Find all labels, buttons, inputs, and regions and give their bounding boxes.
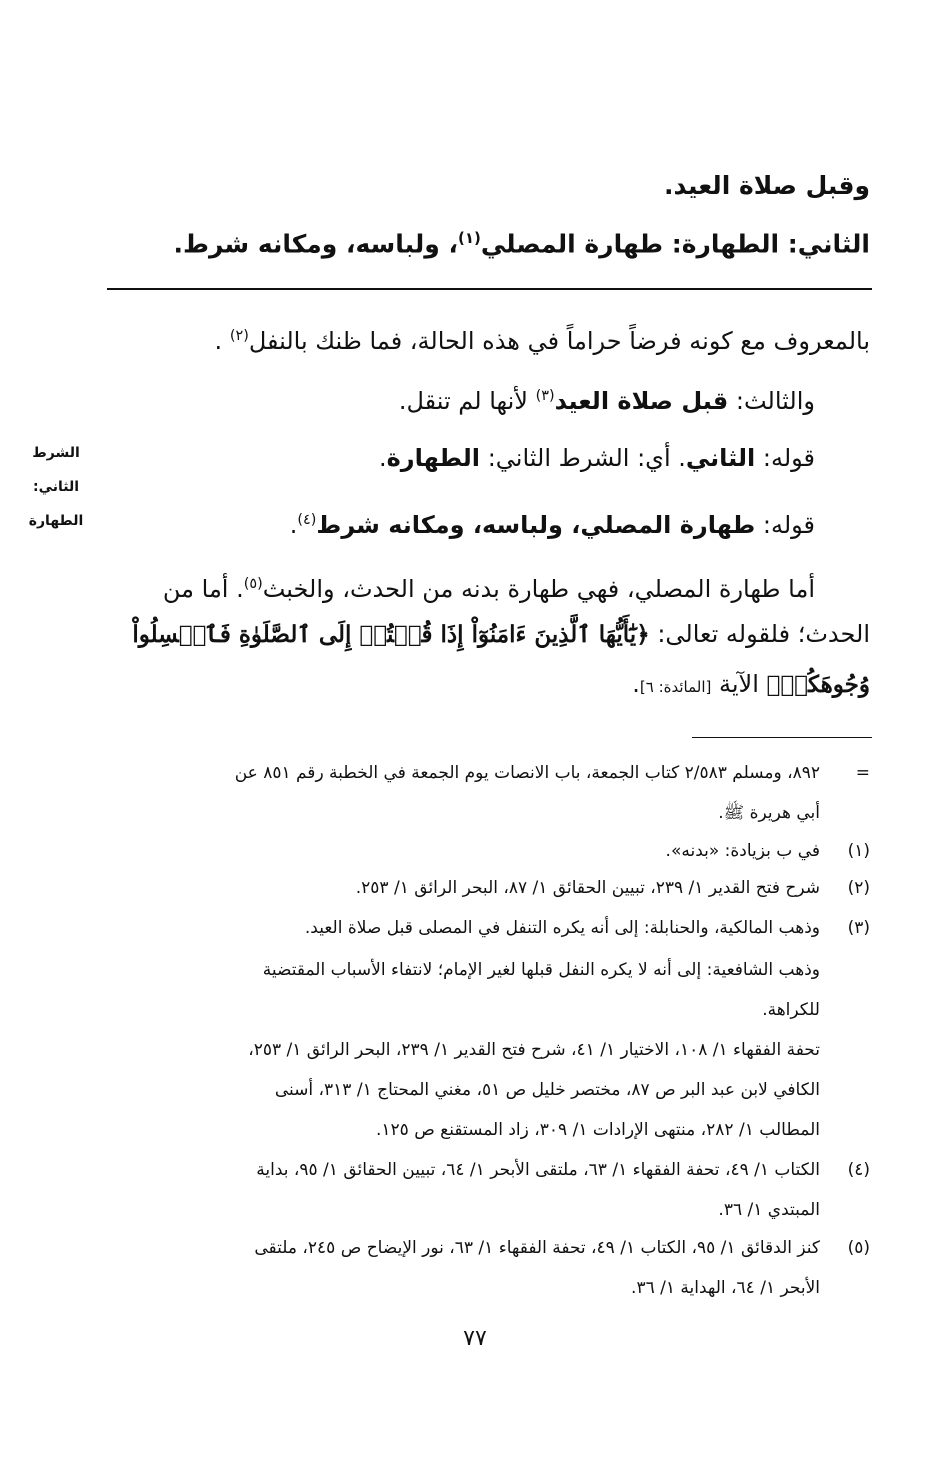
commentary-para-2 — [399, 378, 815, 419]
commentary-para-3-lead: قوله: — [762, 444, 815, 472]
commentary-para-1-text: بالمعروف مع كونه فرضاً حراماً في هذه الحالة، فما ظنك بالنفل — [248, 327, 870, 355]
header-line-2-part-b: ، ولباسه، ومكانه شرط. — [173, 229, 458, 259]
footnote-3-line-5: الكافي لابن عبد البر ص ٨٧، مختصر خليل ص ٥١، مغني المحتاج ١/ ٣١٣، أسنى — [274, 1080, 820, 1100]
commentary-para-5-line-3 — [632, 666, 870, 705]
commentary-para-3 — [379, 440, 815, 476]
margin-note-line-3: الطهارة — [28, 513, 84, 529]
commentary-para-5-text-2: الحدث؛ فلقوله تعالى: — [657, 620, 870, 648]
footnote-3-line-3: للكراهة. — [762, 1000, 820, 1020]
footnote-4-line-1: الكتاب ١/ ٤٩، تحفة الفقهاء ١/ ٦٣، ملتقى الأبحر ١/ ٦٤، تبيين الحقائق ١/ ٩٥، بداية — [256, 1160, 820, 1180]
margin-note — [20, 436, 92, 538]
commentary-para-1-end: . — [214, 327, 223, 355]
commentary-para-5-end: . — [632, 670, 640, 698]
margin-note-line-2: الثاني: — [32, 479, 80, 495]
commentary-para-5-text-1: أما طهارة المصلي، فهي طهارة بدنه من الحدث، والخبث — [262, 575, 815, 603]
commentary-para-5-line-2 — [132, 616, 870, 653]
commentary-para-5-line-1 — [163, 566, 815, 607]
quran-reference: [المائدة: ٦] — [639, 678, 712, 696]
commentary-para-4-lead: قوله: — [762, 511, 815, 539]
footnote-3-line-2: وذهب الشافعية: إلى أنه لا يكره النفل قبلها لغير الإمام؛ لانتفاء الأسباب المقتضية — [262, 960, 820, 980]
footnote-5-line-1: كنز الدقائق ١/ ٩٥، الكتاب ١/ ٤٩، تحفة الفقهاء ١/ ٦٣، نور الإيضاح ص ٢٤٥، ملتقى — [254, 1238, 820, 1258]
page-number-text: ٧٧ — [463, 1326, 487, 1351]
footnote-continuation-mark: = — [855, 763, 870, 783]
quran-verse-part-1: ﴿يَٰٓأَيُّهَا ٱلَّذِينَ ءَامَنُوٓاْ إِذَا قُمۡتُمۡ إِلَى ٱلصَّلَوٰةِ فَٱغۡسِلُواْ — [132, 621, 650, 648]
page-number — [0, 1326, 950, 1351]
quran-verse-part-2: وُجُوهَكُمۡ﴾ — [766, 671, 870, 698]
margin-note-line-1: الشرط — [32, 445, 80, 461]
footnote-4-number: (٤) — [847, 1160, 870, 1180]
footnote-ref-3[interactable]: (٣) — [535, 388, 555, 404]
commentary-para-3-bold-2: الطهارة — [386, 444, 481, 472]
footnote-3-line-1: وذهب المالكية، والحنابلة: إلى أنه يكره التنفل في المصلى قبل صلاة العيد. — [304, 918, 820, 938]
commentary-para-2-lead: والثالث: — [735, 387, 815, 415]
footnote-3-line-4: تحفة الفقهاء ١/ ١٠٨، الاختيار ١/ ٤١، شرح فتح القدير ١/ ٢٣٩، البحر الرائق ١/ ٢٥٣، — [248, 1040, 820, 1060]
footnote-3-line-6: المطالب ١/ ٢٨٢، منتهى الإرادات ١/ ٣٠٩، زاد المستقنع ص ١٢٥. — [375, 1120, 820, 1140]
commentary-para-2-tail: لأنها لم تنقل. — [398, 387, 528, 415]
footnote-1-number: (١) — [847, 841, 870, 861]
commentary-para-5-text-1-end: . أما من — [162, 575, 244, 603]
commentary-para-3-mid: . أي: الشرط الثاني: — [487, 444, 686, 472]
footnote-ref-1[interactable]: (١) — [458, 229, 481, 247]
footnote-continuation-line-1: ٨٩٢، ومسلم ٢/٥٨٣ كتاب الجمعة، باب الانصات يوم الجمعة في الخطبة رقم ٨٥١ عن — [234, 763, 820, 783]
header-line-2 — [174, 220, 870, 262]
header-line-1-text: وقبل صلاة العيد. — [664, 171, 870, 200]
footnote-1-line-1: في ب بزيادة: «بدنه». — [665, 841, 820, 861]
commentary-para-2-bold: قبل صلاة العيد — [554, 387, 729, 415]
footnote-5-line-2: الأبحر ١/ ٦٤، الهداية ١/ ٣٦. — [631, 1278, 820, 1298]
header-line-1 — [664, 168, 870, 204]
commentary-para-4-bold: طهارة المصلي، ولباسه، ومكانه شرط — [316, 511, 756, 539]
footnote-continuation-line-2: أبي هريرة ﷺ. — [718, 803, 820, 823]
commentary-para-4-end: . — [289, 511, 298, 539]
commentary-para-4 — [290, 502, 815, 543]
footnote-ref-4[interactable]: (٤) — [297, 512, 317, 528]
footnote-3-number: (٣) — [847, 918, 870, 938]
footnote-4-line-2: المبتدي ١/ ٣٦. — [718, 1200, 820, 1220]
footnote-ref-5[interactable]: (٥) — [243, 576, 263, 592]
commentary-para-3-bold-1: الثاني — [685, 444, 756, 472]
footnote-5-number: (٥) — [847, 1238, 870, 1258]
header-divider — [107, 288, 872, 290]
commentary-para-1 — [215, 318, 870, 359]
footnote-ref-2[interactable]: (٢) — [229, 328, 249, 344]
footnote-divider — [692, 737, 872, 738]
commentary-para-5-text-3: الآية — [719, 670, 759, 698]
header-line-2-part-a: الثاني: الطهارة: طهارة المصلي — [480, 229, 870, 259]
footnote-2-number: (٢) — [847, 878, 870, 898]
commentary-para-3-end: . — [378, 444, 387, 472]
footnote-2-line-1: شرح فتح القدير ١/ ٢٣٩، تبيين الحقائق ١/ ٨٧، البحر الرائق ١/ ٢٥٣. — [355, 878, 820, 898]
